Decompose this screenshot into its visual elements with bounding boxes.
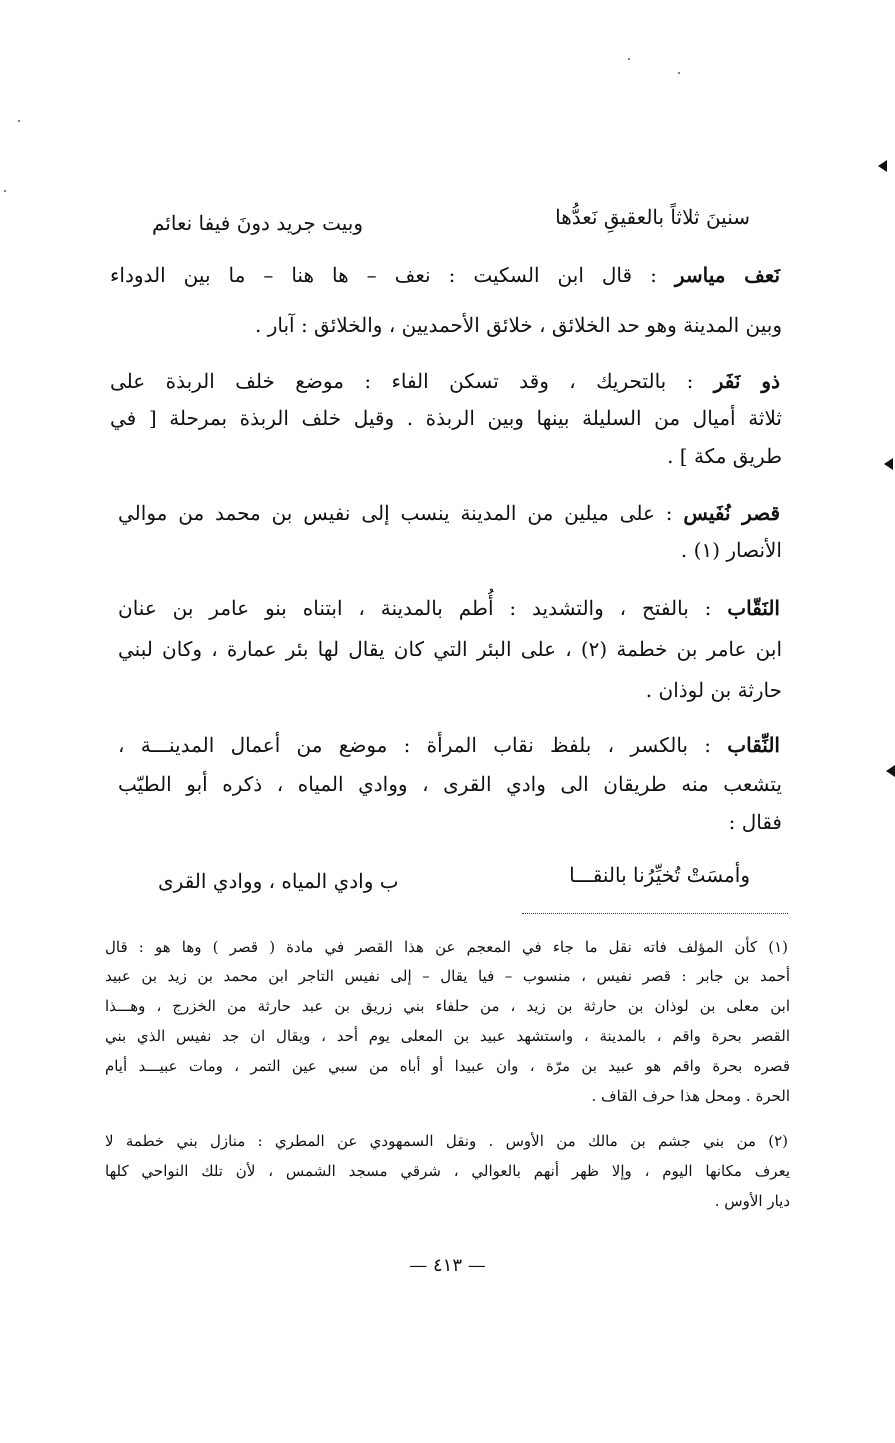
margin-mark-top bbox=[878, 160, 887, 172]
entry-headword: نَعف مياسر bbox=[674, 263, 781, 287]
footnote-line: ديار الأوس . bbox=[714, 1192, 790, 1210]
footnote-line: القصر بحرة واقم ، بالمدينة ، واستشهد عبيد بن المعلى يوم أحد ، ويقال ان جد نفيس الذي بني bbox=[105, 1027, 790, 1045]
entry-text: : على ميلين من المدينة ينسب إلى نفيس بن محمد من موالي bbox=[118, 501, 673, 525]
entry-line: يتشعب منه طريقان الى وادي القرى ، ووادي المياه ، ذكره أبو الطيّب bbox=[118, 772, 782, 796]
entry-line bbox=[118, 595, 780, 621]
footnote-line: (١) كأن المؤلف فاته نقل ما جاء في المعجم عن هذا القصر في مادة ( قصر ) وها هو : قال bbox=[105, 938, 788, 956]
entry-line: فقال : bbox=[728, 810, 782, 834]
footnote-line: (٢) من بني جشم بن مالك من الأوس . ونقل السمهودي عن المطري : منازل بني خطمة لا bbox=[105, 1132, 788, 1150]
entry-text: : قال ابن السكيت : نعف – ها هنا – ما بين الدوداء bbox=[110, 263, 657, 287]
margin-mark-middle bbox=[884, 458, 893, 470]
speck bbox=[18, 120, 20, 122]
footnote-line: قصره بحرة واقم هو عبيد بن مرّة ، وان عبيدا أو أباه من سبي عين التمر ، ومات عبيـــد أيام bbox=[105, 1057, 790, 1075]
footnote-separator bbox=[522, 913, 788, 914]
footnote-line: يعرف مكانها اليوم ، وإلا ظهر أنهم بالعوالي ، شرقي مسجد الشمس ، لأن تلك النواحي كلها bbox=[105, 1162, 790, 1180]
speck bbox=[628, 58, 630, 60]
entry-headword: النِّقاب bbox=[727, 733, 780, 757]
footnote-line: أحمد بن جابر : قصر نفيس ، منسوب – فيا يقال – إلى نفيس التاجر ابن محمد بن زيد بن عبيد bbox=[105, 967, 790, 985]
entry-line: الأنصار (١) . bbox=[680, 538, 782, 562]
verse-1-second-hemistich: وبيت جريد دونَ فيفا نعائم bbox=[152, 211, 364, 235]
entry-headword: ذو نَفَر bbox=[713, 369, 781, 393]
margin-mark-lower bbox=[886, 765, 895, 777]
entry-line: ابن عامر بن خطمة (٢) ، على البئر التي كان يقال لها بئر عمارة ، وكان لبني bbox=[118, 637, 783, 661]
footnote-line: ابن معلى بن لوذان بن حارثة بن زيد ، من حلفاء بني زريق بن عبد حارثة من الخزرج ، وهـــذا bbox=[105, 997, 790, 1015]
verse-2-second-hemistich: ب وادي المياه ، ووادي القرى bbox=[158, 869, 399, 893]
entry-line: وبين المدينة وهو حد الخلائق ، خلائق الأحمديين ، والخلائق : آبار . bbox=[255, 313, 782, 337]
verse-2-first-hemistich: وأمسَتْ تُخيِّرُنا بالنقـــا bbox=[569, 863, 750, 887]
entry-line: ثلاثة أميال من السليلة بينها وبين الربذة . وقيل خلف الربذة بمرحلة [ في bbox=[110, 406, 782, 430]
speck bbox=[678, 72, 680, 74]
entry-line bbox=[118, 500, 780, 526]
entry-line bbox=[110, 368, 780, 394]
footnote-line: الحرة . ومحل هذا حرف القاف . bbox=[591, 1087, 790, 1105]
entry-headword: قصر نُفَيس bbox=[683, 501, 781, 525]
entry-text: : بالفتح ، والتشديد : أُطم بالمدينة ، ابتناه بنو عامر بن عنان bbox=[118, 596, 712, 620]
entry-line: حارثة بن لوذان . bbox=[645, 678, 782, 702]
entry-line bbox=[110, 262, 780, 288]
speck bbox=[4, 190, 6, 192]
entry-text: : بالكسر ، بلفظ نقاب المرأة : موضع من أعمال المدينـــة ، bbox=[118, 733, 711, 757]
entry-line: طريق مكة ] . bbox=[667, 444, 782, 468]
verse-1-first-hemistich: سنينَ ثلاثاً بالعقيقِ نَعدُّها bbox=[555, 205, 750, 229]
entry-headword: النَقّاب bbox=[727, 596, 780, 620]
page-number: — ٤١٣ — bbox=[409, 1255, 486, 1276]
entry-line bbox=[118, 732, 780, 758]
entry-text: : بالتحريك ، وقد تسكن الفاء : موضع خلف الربذة على bbox=[110, 369, 694, 393]
